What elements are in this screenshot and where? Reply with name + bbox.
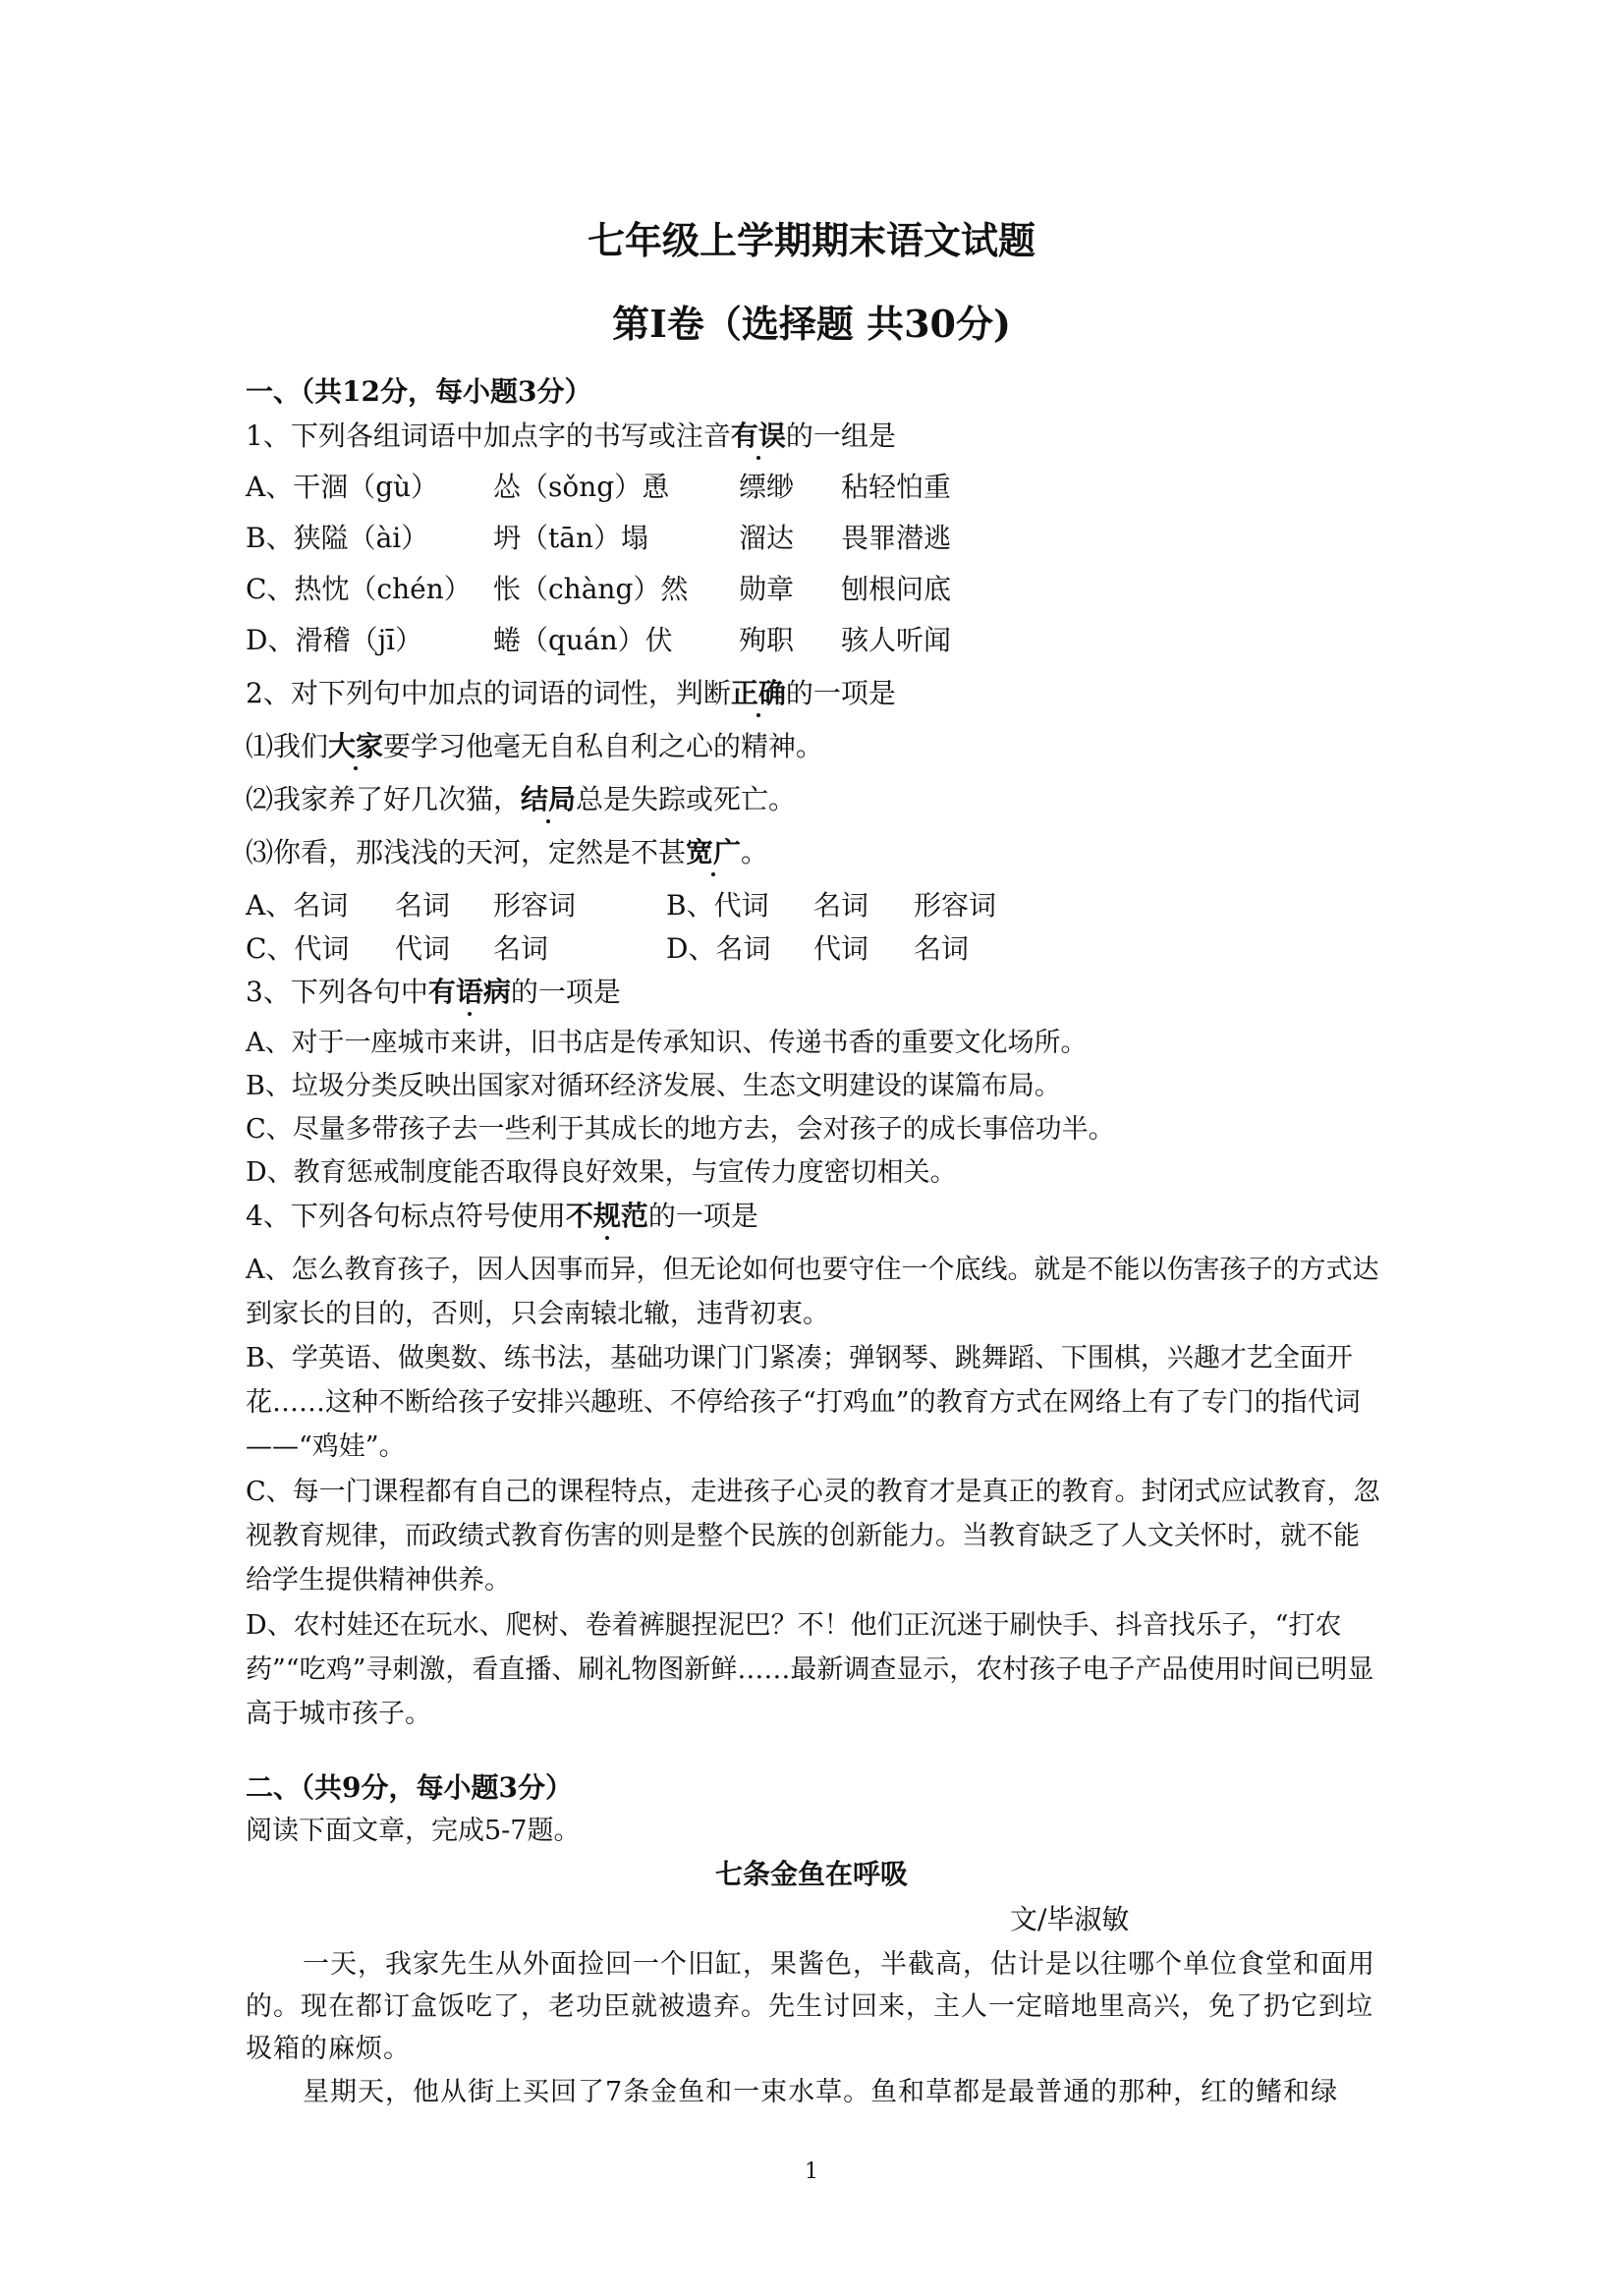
question-1-stem: 1、下列各组词语中加点字的书写或注音有误的一组是 bbox=[246, 420, 896, 452]
question-3-stem: 3、下列各句中有语病的一项是 bbox=[246, 976, 621, 1008]
emphasis-text: 有误 bbox=[730, 420, 786, 452]
emphasis-text: 正确 bbox=[730, 677, 786, 709]
article-paragraph-1: 一天，我家先生从外面捡回一个旧缸，果酱色，半截高，估计是以往哪个单位食堂和面用的。现在都订盒饭吃了，老功臣就被遗弃。先生讨回来，主人一定暗地里高兴，免了扔它到垃圾箱的麻烦。 bbox=[246, 1949, 1375, 2064]
article-author: 文/毕淑敏 bbox=[1010, 1903, 1130, 1935]
reading-instruction: 阅读下面文章，完成5-7题。 bbox=[246, 1816, 581, 1846]
emphasis-text: 有语病 bbox=[427, 976, 511, 1008]
question-4-option-b: B、学英语、做奥数、练书法，基础功课门门紧凑；弹钢琴、跳舞蹈、下围棋，兴趣才艺全面开花……这种不断给孩子安排兴趣班、不停给孩子“打鸡血”的教育方式在网络上有了专门的指代词——“鸡娃”。 bbox=[246, 1343, 1361, 1462]
question-3-option-a: A、对于一座城市来讲，旧书店是传承知识、传递书香的重要文化场所。 bbox=[246, 1028, 1088, 1058]
question-2-stem: 2、对下列句中加点的词语的词性，判断正确的一项是 bbox=[246, 677, 896, 709]
article-paragraph-2: 星期天，他从街上买回了7条金鱼和一束水草。鱼和草都是最普通的那种，红的鳍和绿 bbox=[303, 2077, 1339, 2107]
page-number: 1 bbox=[805, 2159, 818, 2184]
dotted-word: 结局 bbox=[521, 783, 577, 815]
question-4-option-d: D、农村娃还在玩水、爬树、卷着裤腿捏泥巴？不！他们正沉迷于刷快手、抖音找乐子，“打农药”“吃鸡”寻刺激，看直播、刷礼物图新鲜……最新调查显示，农村孩子电子产品使用时间已明显高于城市孩子。 bbox=[246, 1610, 1374, 1729]
emphasis-text: 不规范 bbox=[565, 1200, 648, 1232]
question-2-sentence-1: ⑴我们大家要学习他毫无自私自利之心的精神。 bbox=[246, 730, 824, 762]
question-4-option-c: C、每一门课程都有自己的课程特点，走进孩子心灵的教育才是真正的教育。封闭式应试教育，忽视教育规律，而政绩式教育伤害的则是整个民族的创新能力。当教育缺乏了人文关怀时，就不能给学生提供精神供养。 bbox=[246, 1477, 1380, 1596]
question-4-stem: 4、下列各句标点符号使用不规范的一项是 bbox=[246, 1200, 758, 1232]
page-subtitle: 第Ⅰ卷（选择题 共30分) bbox=[612, 302, 1011, 346]
section-1-header: 一、（共12分，每小题3分） bbox=[246, 375, 592, 408]
page-title: 七年级上学期期末语文试题 bbox=[587, 218, 1035, 262]
dotted-word: 宽广 bbox=[686, 836, 742, 868]
section-2-header: 二、（共9分，每小题3分） bbox=[246, 1771, 573, 1804]
question-3-option-b: B、垃圾分类反映出国家对循环经济发展、生态文明建设的谋篇布局。 bbox=[246, 1071, 1061, 1101]
question-2-sentence-2: ⑵我家养了好几次猫，结局总是失踪或死亡。 bbox=[246, 783, 797, 815]
question-2-sentence-3: ⑶你看，那浅浅的天河，定然是不甚宽广。 bbox=[246, 836, 769, 868]
question-3-option-d: D、教育惩戒制度能否取得良好效果，与宣传力度密切相关。 bbox=[246, 1157, 957, 1188]
question-4-option-a: A、怎么教育孩子，因人因事而异，但无论如何也要守住一个底线。就是不能以伤害孩子的方式达到家长的目的，否则，只会南辕北辙，违背初衷。 bbox=[246, 1255, 1379, 1329]
article-title: 七条金鱼在呼吸 bbox=[714, 1858, 908, 1890]
question-3-option-c: C、尽量多带孩子去一些利于其成长的地方去，会对孩子的成长事倍功半。 bbox=[246, 1114, 1115, 1145]
dotted-word: 大家 bbox=[328, 730, 384, 762]
